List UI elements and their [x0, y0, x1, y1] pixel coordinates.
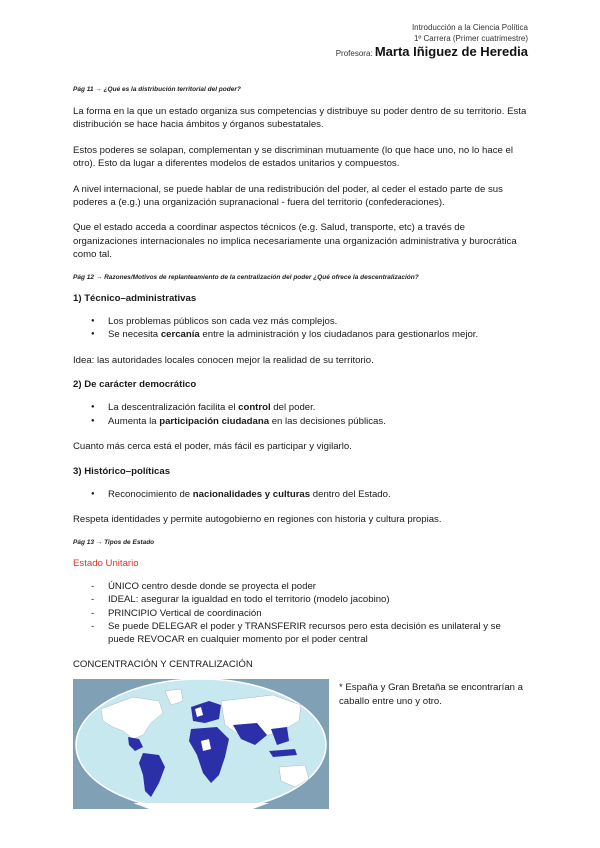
professor-label: Profesora: [335, 49, 373, 58]
list-item: - PRINCIPIO Vertical de coordinación [91, 607, 528, 620]
paragraph: Que el estado acceda a coordinar aspectos técnicos (e.g. Salud, transporte, etc) a través de organizaciones internacionales no implica necesariamente una organización administrativa y burocrática como tal. [73, 222, 517, 261]
paragraph: A nivel internacional, se puede hablar de una redistribución del poder, al ceder el estado parte de sus poderes a (e.g.) una organización supranacional - fuera del territorio (confederaciones). [73, 183, 503, 209]
concentration-heading: CONCENTRACIÓN Y CENTRALIZACIÓN [73, 658, 253, 670]
map-section [73, 679, 528, 809]
map-note: * España y Gran Bretaña se encontrarían a caballo entre uno y otro. [339, 681, 523, 707]
list-item: ● Aumenta la participación ciudadana en las decisiones públicas. [91, 415, 528, 429]
paragraph: Respeta identidades y permite autogobierno en regiones con historia y cultura propias. [73, 514, 442, 526]
course-title: Introducción a la Ciencia Política [411, 23, 528, 32]
document-header [336, 22, 528, 62]
page-reference: Pág 11 → ¿Qué es la distribución territorial del poder? [73, 86, 241, 93]
list-item: ● Se necesita cercanía entre la administración y los ciudadanos para gestionarlos mejor. [91, 328, 528, 342]
list-item: - Se puede DELEGAR el poder y TRANSFERIR recursos pero esta decisión es unilateral y se puede REVOCAR en cualquier momento por el poder central [91, 620, 528, 647]
list-item: - ÚNICO centro desde donde se proyecta el poder [91, 580, 528, 593]
bullet-list [73, 401, 528, 428]
professor-line [336, 44, 528, 62]
section-heading: 2) De carácter democrático [73, 379, 197, 391]
section-heading: 3) Histórico–políticas [73, 465, 171, 477]
dash-list [73, 580, 528, 647]
world-map-image [73, 679, 329, 809]
list-item: ● La descentralización facilita el control del poder. [91, 401, 528, 415]
list-item: ● Reconocimiento de nacionalidades y culturas dentro del Estado. [91, 488, 528, 502]
course-term: 1º Carrera (Primer cuatrimestre) [413, 34, 528, 43]
page-reference: Pág 13 → Tipos de Estado [73, 538, 155, 546]
bullet-list [73, 488, 528, 502]
professor-name: Marta Iñiguez de Heredia [374, 44, 528, 59]
document-body [73, 86, 528, 809]
page-reference: Pág 12 → Razones/Motivos de replanteamiento de la centralización del poder ¿Qué ofrece la descentralización? [73, 273, 419, 281]
unitary-state-title: Estado Unitario [73, 557, 139, 569]
paragraph: Cuanto más cerca está el poder, más fácil es participar y vigilarlo. [73, 441, 352, 453]
paragraph: Idea: las autoridades locales conocen mejor la realidad de su territorio. [73, 354, 374, 366]
bullet-list [73, 315, 528, 342]
list-item: - IDEAL: asegurar la igualdad en todo el territorio (modelo jacobino) [91, 593, 528, 606]
list-item: ● Los problemas públicos son cada vez más complejos. [91, 315, 528, 329]
section-heading: 1) Técnico–administrativas [73, 292, 197, 304]
paragraph: La forma en la que un estado organiza sus competencias y distribuye su poder dentro de su territorio. Esta distribución se hace hacia ámbitos y órganos subestatales. [73, 106, 527, 131]
paragraph: Estos poderes se solapan, complementan y se discriminan mutuamente (lo que hace uno, no lo hace el otro). Esto da lugar a diferentes modelos de estados unitarios y compuestos. [73, 144, 513, 170]
